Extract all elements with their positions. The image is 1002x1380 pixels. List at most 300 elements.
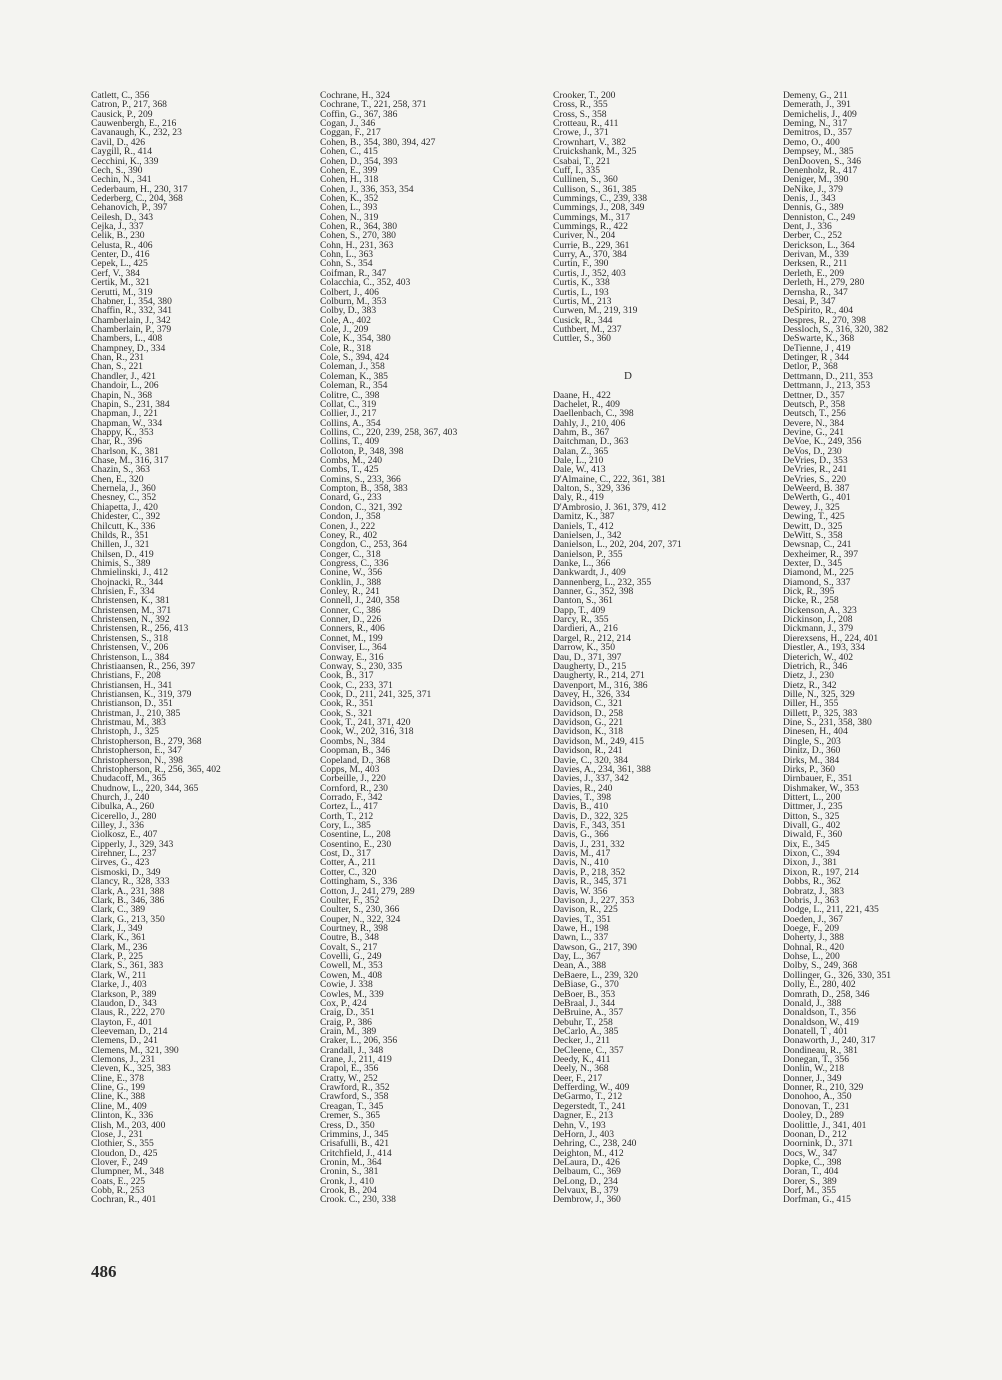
index-entry: Dolly, E., 280, 402 — [783, 979, 856, 991]
index-entry: Cloudon, D., 425 — [91, 1147, 158, 1159]
index-entry: Cosentine, L., 208 — [320, 829, 391, 841]
index-entry: Dillett, P., 325, 383 — [783, 707, 858, 719]
index-entry: Davis, F., 343, 351 — [553, 820, 626, 832]
index-entry: Chase, M., 316, 317 — [91, 455, 169, 467]
index-entry: Ciolkosz, E., 407 — [91, 829, 158, 841]
index-entry: Dewitt, D., 325 — [783, 520, 843, 532]
index-entry: Clothier, S., 355 — [91, 1138, 154, 1150]
index-entry: Dorfman, G., 415 — [783, 1194, 851, 1205]
index-entry: Craig, P., 386 — [320, 1016, 372, 1028]
index-entry: Cook, S., 321 — [320, 707, 373, 719]
index-entry: Dargel, R., 212, 214 — [553, 632, 631, 644]
index-entry: Cummings, R., 422 — [553, 221, 628, 233]
index-entry: Courtney, R., 398 — [320, 922, 388, 934]
index-entry: DeGarmo, T., 212 — [553, 1091, 623, 1103]
index-entry: Dittmer, J., 235 — [783, 801, 843, 813]
index-entry: Conners, R., 406 — [320, 623, 385, 635]
page-number: 486 — [91, 1262, 117, 1281]
index-entry: Cress, D., 350 — [320, 1119, 375, 1131]
index-entry: Crawford, R., 352 — [320, 1082, 390, 1094]
index-entry: Chapman, J., 221 — [91, 408, 158, 420]
index-entry: Defferding, W., 409 — [553, 1082, 630, 1094]
index-entry: DeWitt, S., 358 — [783, 529, 843, 541]
index-column-4 — [783, 91, 1002, 1205]
index-entry: Christensen, V., 206 — [91, 642, 169, 654]
index-entry: Clarke, J., 403 — [91, 979, 147, 991]
index-entry: Detinger, R , 344 — [783, 352, 849, 364]
index-entry: Docs, W., 347 — [783, 1147, 838, 1159]
index-entry: Davis, R., 345, 371 — [553, 876, 628, 888]
index-entry: Clemons, J., 231 — [91, 1054, 156, 1066]
index-entry: Cleven, K., 325, 383 — [91, 1063, 171, 1075]
index-entry: Deming, N., 317 — [783, 118, 848, 130]
index-entry: Chilsen, D., 419 — [91, 548, 154, 560]
index-entry: Doran, T., 404 — [783, 1166, 839, 1178]
index-entry: Danielson, L., 202, 204, 207, 371 — [553, 539, 682, 551]
index-entry: Coutre, B., 348 — [320, 932, 379, 944]
index-entry: Coulter, S., 230, 366 — [320, 904, 400, 916]
index-entry: Conard, G., 233 — [320, 492, 382, 504]
index-entry: Cowen, M., 408 — [320, 969, 383, 981]
index-entry: Dixon, R., 197, 214 — [783, 866, 859, 878]
index-entry: Covalt, S., 217 — [320, 941, 378, 953]
index-entry: Critchfield, J., 414 — [320, 1147, 392, 1159]
index-entry: Davis, J., 231, 332 — [553, 838, 625, 850]
index-entry: Diamond, S., 337 — [783, 576, 851, 588]
index-entry: Davies, T., 398 — [553, 791, 611, 803]
index-entry: Certik, M., 321 — [91, 277, 150, 289]
index-entry: DeNike, J., 379 — [783, 183, 843, 195]
index-entry: Dennis, G., 389 — [783, 202, 844, 214]
index-entry: Cotton, J., 241, 279, 289 — [320, 885, 415, 897]
index-entry: Dick, R., 395 — [783, 586, 835, 598]
index-entry: Delbaum, C., 369 — [553, 1166, 621, 1178]
index-entry: Cost, D., 317 — [320, 848, 371, 860]
index-entry: Dettmann, J., 213, 353 — [783, 380, 871, 392]
index-entry: Cullison, S., 361, 385 — [553, 183, 637, 195]
index-entry: Daugherty, D., 215 — [553, 660, 627, 672]
index-entry: Chmielinski, J., 412 — [91, 567, 169, 579]
index-entry: Davis, G., 366 — [553, 829, 609, 841]
index-entry: DeLong, D., 234 — [553, 1175, 618, 1187]
index-entry: Conen, J., 222 — [320, 520, 376, 532]
index-entry: Cuff, I., 335 — [553, 164, 600, 176]
index-entry: Dau, D., 371, 397 — [553, 651, 622, 663]
index-entry: Doeden, J., 367 — [783, 913, 843, 925]
index-entry: Davis, P., 218, 352 — [553, 866, 626, 878]
index-entry: DeVoe, K., 249, 356 — [783, 436, 862, 448]
index-entry: DeLaura, D., 426 — [553, 1156, 620, 1168]
index-entry: Dale, W., 413 — [553, 464, 606, 476]
index-entry: Christopherson, N., 398 — [91, 754, 183, 766]
index-entry: Cullinen, S., 360 — [553, 174, 618, 186]
index-entry: Danke, L., 366 — [553, 557, 611, 569]
index-entry: Copeland, D., 368 — [320, 754, 391, 766]
index-entry: DeVries, D., 353 — [783, 455, 848, 467]
index-entry: Dolby, S., 249, 368 — [783, 960, 858, 972]
index-entry: DeBiase, G., 370 — [553, 979, 619, 991]
index-entry: Cismoski, D., 349 — [91, 866, 161, 878]
section-letter: D — [624, 369, 632, 382]
index-entry: Chamberlain, P., 379 — [91, 323, 172, 335]
index-entry: DeBaere, L., 239, 320 — [553, 969, 638, 981]
index-entry: Clark, W., 211 — [91, 969, 147, 981]
index-entry: Dehring, C., 238, 240 — [553, 1138, 637, 1150]
index-entry: Curtin, F., 390 — [553, 258, 609, 270]
index-entry: Daniels, T., 412 — [553, 520, 614, 532]
index-entry: Dobris, J., 363 — [783, 894, 840, 906]
index-entry: Condon, C., 321, 392 — [320, 501, 403, 513]
index-entry: Curtis, L., 193 — [553, 286, 609, 298]
index-entry: Demo, O., 400 — [783, 136, 840, 148]
index-entry: Coleman, J., 358 — [320, 361, 385, 373]
index-entry: Dagner, E., 213 — [553, 1110, 614, 1122]
index-entry: DeSpirito, R., 404 — [783, 305, 854, 317]
index-entry: Dean, A., 388 — [553, 960, 607, 972]
index-entry: Combs, M., 240 — [320, 455, 383, 467]
index-entry: Connell, J., 240, 358 — [320, 595, 400, 607]
index-entry: Clark, C., 389 — [91, 904, 146, 916]
index-entry: Cronin, S., 381 — [320, 1166, 379, 1178]
index-entry: Davis, D., 322, 325 — [553, 810, 628, 822]
index-entry: Christensen, K., 381 — [91, 595, 170, 607]
index-entry: Dawe, H., 198 — [553, 922, 609, 934]
index-entry: Donovan, T., 231 — [783, 1100, 850, 1112]
index-entry: Congress, C., 336 — [320, 557, 389, 569]
index-entry: Cohen, D., 354, 393 — [320, 155, 398, 167]
index-entry: Clinton, K., 336 — [91, 1110, 154, 1122]
index-entry: Damitz, K., 387 — [553, 511, 615, 523]
index-entry: Christiaansen, R., 256, 397 — [91, 660, 196, 672]
index-entry: Delvaux, B., 379 — [553, 1185, 619, 1197]
index-entry: Dohse, L., 200 — [783, 951, 840, 963]
index-entry: D'Ambrosio, J. 361, 379, 412 — [553, 501, 667, 513]
index-entry: Dessloch, S., 316, 320, 382 — [783, 323, 889, 335]
index-entry: Cavanaugh, K., 232, 23 — [91, 127, 182, 139]
index-entry: Colitre, C., 398 — [320, 389, 380, 401]
index-entry: Champney, D., 334 — [91, 342, 166, 354]
index-entry: Davies, A., 234, 361, 388 — [553, 763, 651, 775]
index-entry: Degerstedt, T., 241 — [553, 1100, 626, 1112]
index-entry: Coffin, G., 367, 386 — [320, 108, 398, 120]
index-entry: Chappy, K., 353 — [91, 426, 154, 438]
index-entry: Dachelet, R., 409 — [553, 398, 620, 410]
index-entry: Dopke, C., 398 — [783, 1156, 842, 1168]
index-entry: Dinitz, D., 360 — [783, 745, 841, 757]
index-entry: Davis, N., 410 — [553, 857, 609, 869]
index-entry: Cibulka, A., 260 — [91, 801, 155, 813]
index-entry: Connet, M., 199 — [320, 632, 383, 644]
index-entry: Chernela, J., 360 — [91, 483, 156, 495]
index-entry: Cook, D., 211, 241, 325, 371 — [320, 689, 432, 700]
index-entry: Clark, S., 361, 383 — [91, 960, 164, 972]
index-entry: Deer, F., 217 — [553, 1072, 603, 1084]
index-entry: Darrow, K., 350 — [553, 642, 615, 654]
index-entry: Davison, R., 225 — [553, 904, 618, 916]
index-entry: Cech, S., 390 — [91, 164, 143, 176]
index-entry: DeBraal, J., 344 — [553, 997, 616, 1009]
index-entry: Coleman, R., 354 — [320, 380, 388, 392]
index-entry: Ditton, S., 325 — [783, 810, 840, 822]
spacer — [553, 353, 778, 362]
index-entry: Condon, J., 358 — [320, 511, 381, 523]
index-entry: Dohnal, R., 420 — [783, 941, 845, 953]
index-entry: Cortez, L., 417 — [320, 801, 378, 813]
index-entry: Crain, M., 389 — [320, 1025, 377, 1037]
index-entry: Christopherson, R., 256, 365, 402 — [91, 763, 221, 775]
index-entry: Dine, S., 231, 358, 380 — [783, 717, 872, 729]
index-entry: Dewey, J., 325 — [783, 501, 840, 513]
index-entry: Chapin, S., 231, 384 — [91, 398, 170, 410]
index-entry: Deely, N., 368 — [553, 1063, 609, 1075]
index-entry: Collat, C., 319 — [320, 398, 377, 410]
index-entry: Cline, K., 388 — [91, 1091, 146, 1103]
index-entry: Cronin, M., 364 — [320, 1156, 382, 1168]
index-entry: Colburn, M., 353 — [320, 295, 387, 307]
index-entry: Close, J., 231 — [91, 1128, 143, 1140]
index-entry: Coats, E., 225 — [91, 1175, 146, 1187]
index-entry: Dobbs, R., 362 — [783, 876, 841, 888]
index-entry: Clark, G., 213, 350 — [91, 913, 165, 925]
index-entry: Cratty, W., 252 — [320, 1072, 378, 1084]
index-entry: Desai, P., 347 — [783, 295, 836, 307]
index-entry: Davison, J., 227, 353 — [553, 894, 635, 906]
index-entry: Chandoir, L., 206 — [91, 380, 159, 392]
index-entry: Davies, T., 351 — [553, 913, 611, 925]
index-entry: Chimis, S., 389 — [91, 557, 151, 569]
index-entry: Daugherty, R., 214, 271 — [553, 670, 645, 682]
index-entry: Dawn, L., 337 — [553, 932, 609, 944]
index-entry: Christopherson, B., 279, 368 — [91, 735, 202, 747]
index-entry: Christensen, N., 392 — [91, 614, 170, 626]
index-entry: Cavil, D., 426 — [91, 136, 146, 148]
spacer — [553, 344, 778, 353]
index-entry: Dapp, T., 409 — [553, 604, 606, 616]
index-entry: Colbert, J., 406 — [320, 286, 379, 298]
index-entry: Deutsch, T., 256 — [783, 408, 846, 420]
index-entry: Cohen, J., 336, 353, 354 — [320, 183, 414, 195]
index-entry: Clark, M., 236 — [91, 941, 148, 953]
index-entry: Demitros, D., 357 — [783, 127, 853, 139]
index-entry: Davie, C., 320, 384 — [553, 754, 628, 766]
index-entry: Coney, R., 402 — [320, 529, 378, 541]
index-entry: Davidson, M., 249, 415 — [553, 735, 644, 747]
index-entry: Coombs, N., 384 — [320, 735, 386, 747]
index-entry: DeTienne, J , 419 — [783, 342, 851, 354]
index-entry: Conine, W., 356 — [320, 567, 383, 579]
index-entry: Dalan, Z., 365 — [553, 445, 609, 457]
index-entry: Dardieri, A., 216 — [553, 623, 618, 635]
index-column-2 — [320, 91, 545, 1205]
index-entry: Curwen, M., 219, 319 — [553, 305, 638, 317]
index-entry: Celusta, R., 406 — [91, 239, 153, 251]
index-entry: Clark, K., 361 — [91, 932, 146, 944]
index-entry: Derber, C., 252 — [783, 230, 843, 242]
index-entry: Dixon, J., 381 — [783, 857, 838, 869]
index-entry: Ceilesh, D., 343 — [91, 211, 154, 223]
index-entry: Char, R., 396 — [91, 436, 143, 448]
index-entry: Cobb, R., 253 — [91, 1185, 145, 1197]
index-entry: Dahm, B., 367 — [553, 426, 610, 438]
index-entry: Dittert, L., 200 — [783, 791, 841, 803]
index-entry: Chojnacki, R., 344 — [91, 576, 164, 588]
index-entry: Clemens, M., 321, 390 — [91, 1044, 179, 1056]
index-entry: DeHorn, J., 403 — [553, 1128, 615, 1140]
index-entry: Curtis, J., 352, 403 — [553, 267, 626, 279]
index-entry: Cook, R., 351 — [320, 698, 374, 710]
index-entry: Doege, F., 209 — [783, 922, 839, 934]
index-entry: Christians, F., 208 — [91, 670, 161, 682]
index-entry: Chillen, J., 321 — [91, 539, 150, 551]
index-entry: Conner, D., 226 — [320, 614, 382, 626]
index-entry: DeBruine, A., 357 — [553, 1007, 624, 1019]
index-entry: Cory, L., 385 — [320, 820, 371, 832]
index-entry: Debuhr, T., 258 — [553, 1016, 613, 1028]
index-entry: Christensen, M., 371 — [91, 604, 172, 616]
index-entry: Dille, N., 325, 329 — [783, 689, 855, 700]
index-entry: Donegan, T., 356 — [783, 1054, 849, 1066]
index-entry: Dietz, R., 342 — [783, 679, 837, 691]
index-entry: Celik, B., 230 — [91, 230, 145, 242]
index-entry: Crownhart, V., 382 — [553, 136, 626, 148]
index-entry: Davidson, C., 321 — [553, 698, 623, 710]
index-entry: Dalton, S., 329, 336 — [553, 483, 631, 495]
index-entry: Davidson, G., 221 — [553, 717, 624, 729]
index-entry: Chidester, C., 392 — [91, 511, 161, 523]
index-entry: Chazin, S., 363 — [91, 464, 150, 476]
index-entry: Denenholz, R., 417 — [783, 164, 858, 176]
index-entry: Daly, R., 419 — [553, 492, 604, 504]
index-entry: Dobratz, J., 383 — [783, 885, 845, 897]
index-entry: Derivan, M., 339 — [783, 249, 849, 261]
index-entry: Dishmaker, W., 353 — [783, 782, 860, 794]
index-entry: Chan, S., 221 — [91, 361, 143, 373]
index-entry: Demerath, J., 391 — [783, 99, 851, 111]
index-entry: Clarkson, P., 389 — [91, 988, 157, 1000]
index-entry: Dingle, S., 203 — [783, 735, 841, 747]
index-entry: Donaldson, W., 419 — [783, 1016, 859, 1028]
index-entry: Dickenson, A., 323 — [783, 604, 857, 616]
index-entry: Collier, J., 217 — [320, 408, 377, 420]
index-entry: Colby, D., 383 — [320, 305, 377, 317]
index-entry: Dewsnap, C., 241 — [783, 539, 852, 551]
index-entry: Diamond, M., 225 — [783, 567, 854, 579]
index-entry: Collins, C., 220, 239, 258, 367, 403 — [320, 426, 458, 438]
index-entry: Devine, G., 241 — [783, 426, 845, 438]
index-entry: Davis, W. 356 — [553, 885, 608, 897]
index-entry: Colacchia, C., 352, 403 — [320, 277, 411, 289]
index-entry: Cirehner, L., 237 — [91, 848, 157, 860]
index-entry: Crisafulli, B., 421 — [320, 1138, 390, 1150]
index-entry: Deutsch, P., 358 — [783, 398, 846, 410]
index-entry: Center, D., 416 — [91, 249, 150, 261]
index-entry: Dettner, D., 357 — [783, 389, 845, 401]
index-entry: Cederbaum, H., 230, 317 — [91, 183, 188, 195]
index-entry: Curtis, K., 338 — [553, 277, 610, 289]
index-entry: Dinesen, H., 404 — [783, 726, 848, 738]
index-entry: Cusick, R., 344 — [553, 314, 613, 326]
index-entry: Cleeveman, D., 214 — [91, 1025, 168, 1037]
index-entry: D'Almaine, C., 222, 361, 381 — [553, 473, 666, 485]
index-entry: Dawson, G., 217, 390 — [553, 941, 637, 953]
index-entry: Dewing, T., 425 — [783, 511, 845, 523]
index-entry: Davey, H., 326, 334 — [553, 689, 630, 700]
index-entry: Conway, E., 316 — [320, 651, 384, 663]
index-column-1 — [91, 91, 316, 1205]
index-entry: Chen, E., 320 — [91, 473, 144, 485]
index-entry: Donaworth, J., 240, 317 — [783, 1035, 876, 1047]
index-entry: Combs, T., 425 — [320, 464, 379, 476]
index-entry: Cowie, J. 338 — [320, 979, 373, 991]
index-entry: Crook, B., 204 — [320, 1185, 377, 1197]
index-entry: Cummings, C., 239, 338 — [553, 192, 648, 204]
index-entry: Cline, E., 378 — [91, 1072, 145, 1084]
index-entry: Darcy, R., 355 — [553, 614, 609, 626]
index-entry: Davenport, M., 316, 386 — [553, 679, 648, 691]
index-entry: Comins, S., 233, 366 — [320, 473, 401, 485]
index-entry: Collins, A., 354 — [320, 417, 381, 429]
index-entry: Demeny, G., 211 — [783, 91, 848, 101]
index-entry: Christenson, L., 384 — [91, 651, 170, 663]
index-entry: Denis, J., 343 — [783, 192, 836, 204]
index-entry: Congdon, C., 253, 364 — [320, 539, 408, 551]
index-entry: Chamberlain, J., 342 — [91, 314, 171, 326]
index-entry: Dembrow, J., 360 — [553, 1194, 621, 1205]
index-entry: Crimmins, J., 345 — [320, 1128, 389, 1140]
index-entry: Cole, S., 394, 424 — [320, 352, 390, 364]
index-entry: Dieterich, W., 402 — [783, 651, 854, 663]
index-entry: DeWeerd, B. 387 — [783, 483, 850, 495]
index-entry: Cochran, R., 401 — [91, 1194, 157, 1205]
index-entry: Cosentino, E., 230 — [320, 838, 392, 850]
index-entry: Donohoo, A., 350 — [783, 1091, 852, 1103]
index-entry: Cirves, G., 423 — [91, 857, 150, 869]
index-entry: Coopman, B., 346 — [320, 745, 391, 757]
index-entry: Christmau, M., 383 — [91, 717, 166, 729]
index-entry: Crapol, E., 356 — [320, 1063, 379, 1075]
index-entry: Christman, J., 210, 385 — [91, 707, 181, 719]
index-entry: Coulter, F., 352 — [320, 894, 380, 906]
index-entry: Deedy, K., 411 — [553, 1054, 611, 1066]
index-entry: Coleman, K., 385 — [320, 370, 388, 382]
index-entry: Derleth, H., 279, 280 — [783, 277, 865, 289]
index-entry: Cohen, K., 352 — [320, 192, 379, 204]
index-entry: Chudacoff, M., 365 — [91, 773, 167, 785]
index-column-3 — [553, 91, 778, 1205]
index-entry: Diwald, F., 360 — [783, 829, 843, 841]
index-entry: Cohn, H., 231, 363 — [320, 239, 394, 251]
index-entry: Csabai, T., 221 — [553, 155, 611, 167]
index-entry: Dexheimer, R., 397 — [783, 548, 859, 560]
index-entry: DeWerth, G., 401 — [783, 492, 851, 504]
index-entry: Davis, B., 410 — [553, 801, 609, 813]
index-entry: Cottingham, S., 336 — [320, 876, 398, 888]
index-entry: Donner, J., 349 — [783, 1072, 842, 1084]
index-entry: Daitchman, D., 363 — [553, 436, 629, 448]
index-entry: Conklin, J., 388 — [320, 576, 382, 588]
index-entry: Cowles, M., 339 — [320, 988, 384, 1000]
index-entry: Christensen, S., 318 — [91, 632, 169, 644]
index-entry: Dierexsens, H., 224, 401 — [783, 632, 879, 644]
index-entry: Conger, C., 318 — [320, 548, 381, 560]
index-entry: Chabner, I., 354, 380 — [91, 295, 172, 307]
index-entry: Chilcutt, K., 336 — [91, 520, 156, 532]
index-entry: Davies, R., 240 — [553, 782, 613, 794]
index-entry: Christoph, J., 325 — [91, 726, 159, 738]
index-entry: Dixon, C., 394 — [783, 848, 840, 860]
index-entry: Cole, A., 402 — [320, 314, 371, 326]
index-entry: Curtis, M., 213 — [553, 295, 612, 307]
